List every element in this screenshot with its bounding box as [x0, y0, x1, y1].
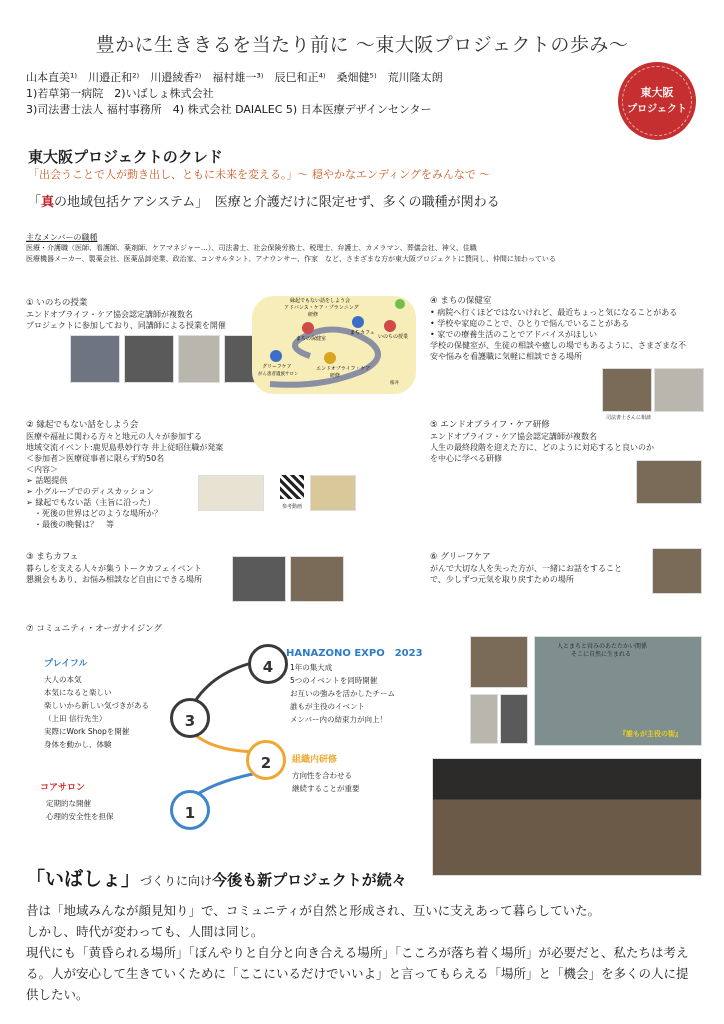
training-heading: 組織内研修	[292, 755, 338, 765]
members-line-2: 医療機器メーカー、製薬会社、医薬品卸売業、政治家、コンサルタント、アナウンサー、作家 など、さまざまな方が東大阪プロジェクトに賛同し、仲間に加わっている	[26, 255, 556, 263]
section-line: 学校の保健室が、生徒の相談や癒しの場でもあるように、さまざまな不	[430, 341, 686, 350]
photo-caption-health-room: 司法書士さんに相談	[606, 415, 652, 421]
photo-expo-2	[470, 694, 498, 744]
expo-line: 1年の集大成	[290, 663, 333, 672]
footer-paragraph-1: 昔は「地域みんなが顔見知り」で、コミュニティが自然と形成され、互いに支えあって暮らしていた。	[26, 903, 601, 918]
core-salon-line: 心理的安全性を担保	[46, 812, 114, 821]
section-line: • 家での療養生活のことでアドバイスがほしい	[430, 330, 598, 339]
diagram-top-label-1: 縁起でもない話をしよう会	[290, 298, 351, 304]
section-line: 人生の最終段階を迎えた方に、どのように対応すると良いのか	[430, 443, 654, 452]
expo-line: 5つのイベントを同時開催	[290, 676, 378, 685]
diagram-pin-cafe	[352, 316, 364, 328]
section-line: 地域交流イベント:鹿児島県妙行寺 井上従昭住職が発案	[26, 443, 224, 452]
credo-bracket: 「	[28, 195, 42, 210]
affiliation-line-2: 3)司法書士法人 福村事務所 4) 株式会社 DAIALEC 5) 日本医療デザインセンター	[26, 103, 432, 116]
section-line: がんで大切な人を失った方が、一緒にお話をすること	[430, 564, 622, 573]
section-town-health-room	[430, 296, 710, 362]
diagram-label-eol: エンドオブライフ・ケア	[316, 366, 371, 372]
playful-line: 本気になると楽しい	[44, 688, 112, 697]
section-community-organizing	[26, 624, 162, 635]
footer-bracket-open: 「	[26, 868, 46, 890]
training-line: 方向性を合わせる	[292, 771, 352, 780]
diagram-pin-grief	[270, 350, 282, 362]
section-line: エンドオブライフ・ケア協会認定講師が複数名	[26, 310, 194, 319]
step-1: 1	[170, 790, 210, 830]
diagram-top-label-2: アドバンス・ケア・プランニング	[284, 305, 359, 311]
section-life-class	[26, 298, 248, 331]
playful-line: 身体を動かし、体験	[44, 740, 112, 749]
section-machi-cafe	[26, 552, 246, 585]
expo-line: お互いの強みを活かしたチーム	[290, 689, 395, 698]
core-salon-block	[40, 780, 114, 823]
section-line: • 学校や家庭のことで、ひとりで悩んでいることがある	[430, 319, 630, 328]
section-eol-training	[430, 420, 700, 464]
photo-class-1	[70, 335, 120, 383]
diagram-label-grief: グリーフケア	[262, 364, 292, 370]
members-line-1: 医療・介護職（医師、看護師、薬剤師、ケアマネジャー…）、司法書士、社会保険労務士、税理士、弁護士、カメラマン、葬儀会社、神父、住職	[26, 244, 477, 252]
flyer-image	[198, 475, 264, 511]
core-salon-line: 定期的な開催	[46, 799, 91, 808]
expo-line: 誰もが主役のイベント	[290, 702, 365, 711]
diagram-pin-hospital	[302, 322, 314, 334]
street-caption-3: 『誰もが主役の街』	[619, 730, 682, 738]
photo-health-room-1	[602, 368, 652, 412]
section-heading: ⑦ コミュニティ・オーガナイジング	[26, 624, 162, 634]
section-heading: ③ まちカフェ	[26, 552, 79, 562]
section-line: を中心に学べる研修	[430, 454, 502, 463]
photo-expo-street	[534, 636, 702, 746]
footer-bracket-close: 」	[121, 868, 141, 890]
section-line: ＜参加者＞医療従事者に限らず約50名	[26, 454, 165, 463]
photo-expo-3	[500, 694, 528, 744]
diagram-tree	[395, 299, 405, 309]
playful-line: 楽しいから新しい気づきがある	[44, 701, 149, 710]
section-line: 医療や福祉に関わる方々と地元の人々が参加する	[26, 432, 202, 441]
footer-rest: 今後も新プロジェクトが続々	[212, 871, 407, 889]
expo-block	[286, 644, 423, 726]
section-heading: ① いのちの授業	[26, 298, 88, 308]
playful-block	[44, 656, 149, 751]
author-block	[26, 70, 443, 118]
core-salon-lines	[46, 797, 114, 823]
diagram-label-life: いのちの授業	[378, 334, 409, 340]
author-names: 山本直美¹⁾ 川邉正和²⁾ 川邉綾香²⁾ 福村雄一³⁾ 辰巳和正⁴⁾ 桑畑健⁵⁾ 荒川隆太朗	[26, 71, 443, 84]
photo-grief-care	[652, 548, 702, 594]
step-3: 3	[170, 698, 210, 738]
section-line: 安や悩みを看護職に気軽に相談できる場所	[430, 352, 582, 361]
playful-line: 実際にWork Shopを開催	[44, 727, 130, 736]
credo-statement	[28, 191, 500, 210]
section-line: ➢ 小グループでのディスカッション	[26, 487, 154, 496]
footer-small: づくりに向け	[140, 874, 213, 888]
activity-diagram-svg	[250, 292, 420, 396]
credo-statement-text: の地域包括ケアシステム」 医療と介護だけに限定せず、多くの職種が関わる	[54, 195, 500, 210]
photo-expo-1	[470, 636, 528, 688]
affiliation-line-1: 1)若草第一病院 2)いばしょ株式会社	[26, 87, 214, 100]
section-line: プロジェクトに参加しており、同講師による授業を開催	[26, 321, 226, 330]
street-caption-1: 人とまちと営みのあたたかい関係	[557, 643, 648, 650]
section-line: ＜内容＞	[26, 465, 58, 474]
training-line: 継続することが重要	[292, 784, 360, 793]
expo-lines	[290, 661, 423, 726]
members-list	[26, 243, 706, 265]
photo-class-2	[124, 335, 174, 383]
section-line: ・最後の晩餐は？ 等	[26, 520, 114, 529]
section-line: • 病院へ行くほどではないけれど、最近ちょっと気になることがある	[430, 308, 678, 317]
diagram-pin-eol	[324, 352, 336, 364]
section-line: エンドオブライフ・ケア協会認定講師が複数名	[430, 432, 598, 441]
diagram-label-sakura: 桜井	[390, 381, 399, 386]
step-4: 4	[248, 644, 288, 684]
qr-code-icon[interactable]	[280, 475, 304, 499]
credo-emphasis: 真	[41, 195, 55, 210]
expo-line: メンバー内の結束力が向上！	[290, 715, 387, 724]
playful-line: （上田 信行先生）	[44, 714, 107, 723]
diagram-top-label-3: 研修	[308, 312, 319, 318]
section-line: ・死後の世界はどのような場所か？	[26, 509, 162, 518]
footer-ibasho: いばしょ	[45, 868, 122, 890]
activity-diagram	[250, 292, 420, 396]
section-heading: ⑥ グリーフケア	[430, 552, 491, 562]
diagram-label-grief-sub: がん患者遺族サロン	[258, 372, 299, 377]
footer-paragraph-3: 現代にも「黄昏られる場所」「ぼんやりと自分と向き合える場所」「こころが落ち着く場所」が必要だと、私たちは考える。人が安心して生きていくために「ここにいるだけでいいよ」と言ってもらえる「場所」と「機会」を多くの人に提供したい。	[26, 945, 689, 1002]
expo-heading: HANAZONO EXPO 2023	[286, 648, 423, 659]
section-line: ➢ 縁起でもない話（主旨に沿った）	[26, 498, 156, 507]
photo-eol-training	[636, 460, 702, 504]
footer-heading	[26, 864, 407, 891]
playful-line: 大人の本気	[44, 675, 82, 684]
qr-caption: 参考動画	[282, 504, 303, 510]
training-lines	[292, 769, 360, 795]
logo-text-2: プロジェクト	[627, 104, 687, 115]
photo-cafe-2	[290, 556, 344, 602]
project-logo	[618, 62, 696, 140]
section-heading: ⑤ エンドオブライフ・ケア研修	[430, 420, 550, 430]
street-caption-2: そこに自然に生まれる	[571, 651, 632, 658]
section-line: 暮らしを支える人々が集うトークカフェイベント	[26, 564, 202, 573]
core-salon-heading: コアサロン	[40, 783, 86, 793]
section-heading: ② 縁起でもない話をしよう会	[26, 420, 139, 430]
event-poster-image	[310, 475, 356, 511]
section-line: 懇親会もあり、お悩み相談など自由にできる場所	[26, 575, 202, 584]
credo-quote: 「出会うことで人が動き出し、ともに未来を変える。」～ 穏やかなエンディングをみんなで ～	[28, 168, 491, 181]
step-2: 2	[246, 740, 286, 780]
credo-heading: 東大阪プロジェクトのクレド	[28, 148, 223, 166]
footer-body	[26, 900, 698, 1005]
diagram-label-eol-sub: 研修	[330, 373, 341, 379]
logo-text-1: 東大阪	[640, 86, 674, 99]
section-grief-care	[430, 552, 650, 585]
section-line: ➢ 話題提供	[26, 476, 68, 485]
photo-health-room-2	[654, 368, 704, 412]
page-title: 豊かに生ききるを当たり前に ～東大阪プロジェクトの歩み～	[95, 34, 629, 56]
section-heading: ④ まちの保健室	[430, 296, 492, 306]
diagram-pin-life	[384, 320, 396, 332]
members-heading: 主なメンバーの職種	[26, 233, 98, 242]
photo-cafe-1	[232, 556, 286, 602]
section-line: で、少しずつ元気を取り戻すための場所	[430, 575, 574, 584]
diagram-label-cafe: まちカフェ	[350, 330, 375, 336]
photo-class-3	[178, 335, 220, 383]
photo-group	[432, 758, 702, 876]
diagram-label-hospital: まちの保健室	[296, 336, 327, 342]
playful-lines	[44, 673, 149, 751]
playful-heading: プレイフル	[44, 659, 88, 669]
footer-paragraph-2: しかし、時代が変わっても、人間は同じ。	[26, 924, 264, 939]
training-block	[292, 752, 360, 795]
